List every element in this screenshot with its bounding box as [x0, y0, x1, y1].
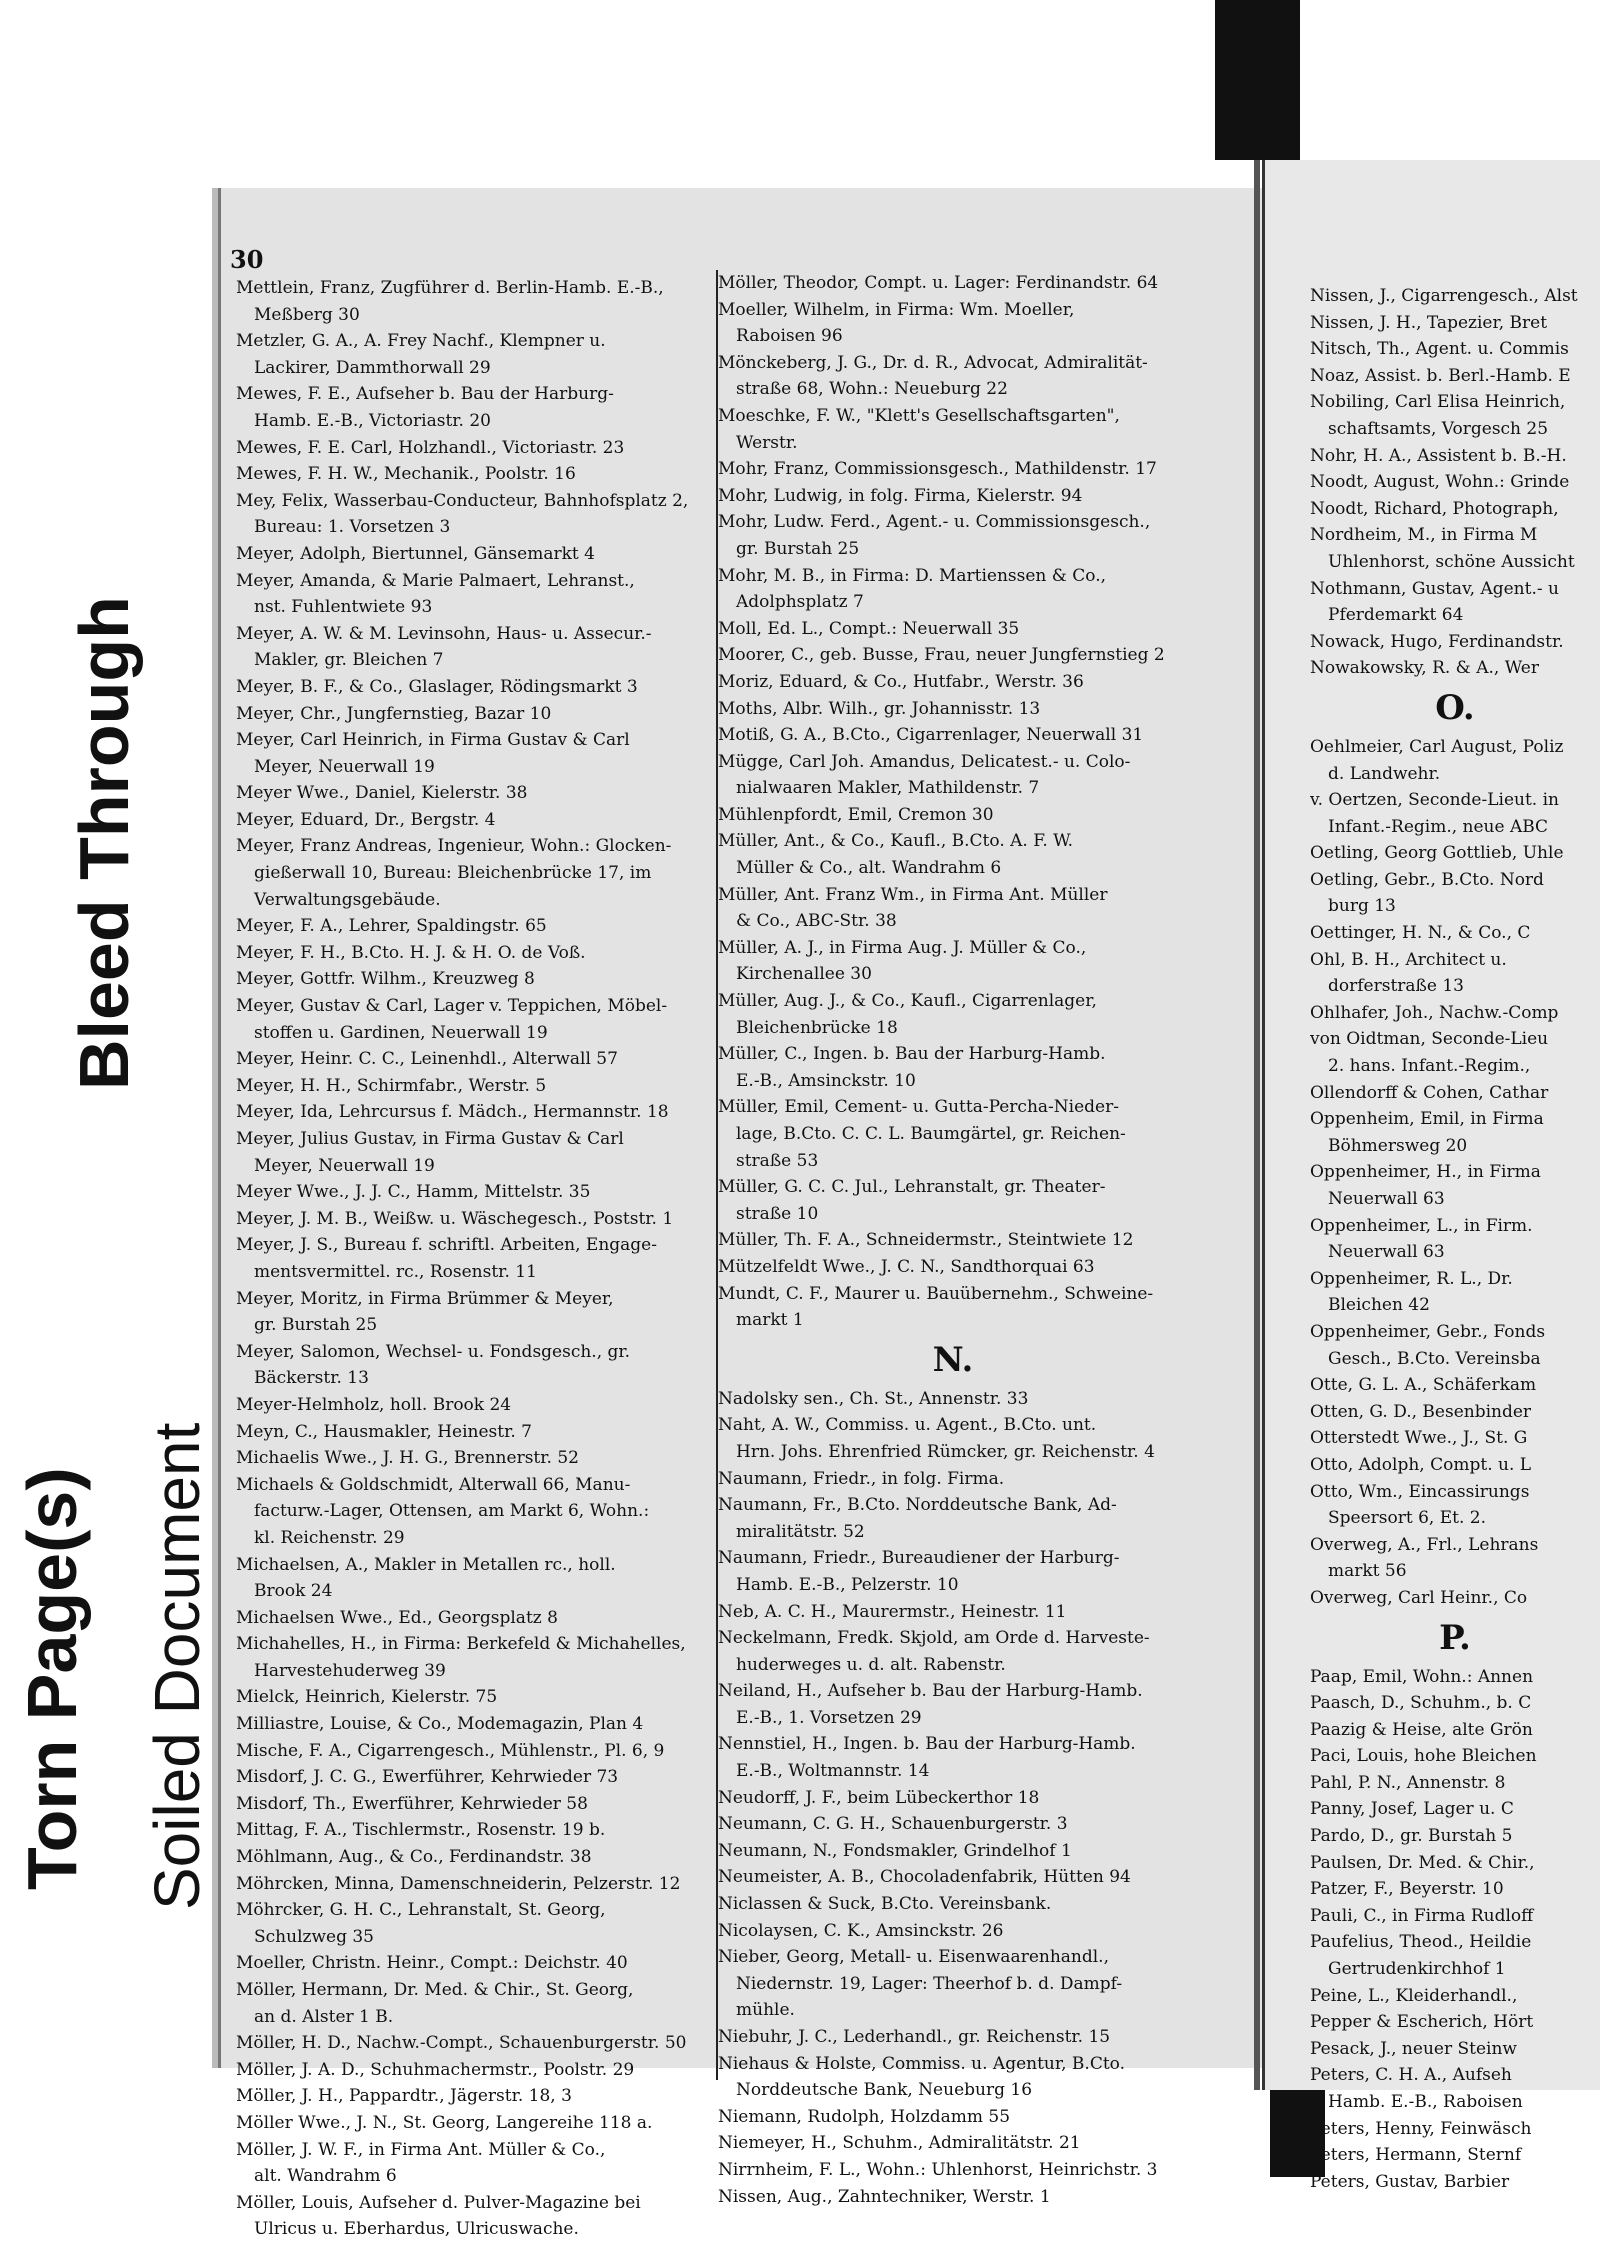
directory-entry-line: markt 56 [1328, 1561, 1407, 1582]
directory-entry-line: Nobiling, Carl Elisa Heinrich, [1310, 392, 1566, 413]
directory-entry-line: Mohr, Ludwig, in folg. Firma, Kielerstr. 94 [718, 485, 1083, 506]
directory-entry-line: Müller, Aug. J., & Co., Kaufl., Cigarrenlager, [718, 991, 1097, 1012]
bleed-through-label: Bleed Through [65, 596, 143, 1090]
directory-entry-line: Mische, F. A., Cigarrengesch., Mühlenstr., Pl. 6, 9 [236, 1740, 665, 1761]
directory-entry-line: Pauli, C., in Firma Rudloff [1310, 1905, 1534, 1926]
directory-entry-line: Nennstiel, H., Ingen. b. Bau der Harburg-Hamb. [718, 1734, 1136, 1755]
directory-entry-line: Michaelsen, A., Makler in Metallen rc., holl. [236, 1554, 616, 1575]
directory-entry-line: Mey, Felix, Wasserbau-Conducteur, Bahnhofsplatz 2, [236, 490, 689, 511]
directory-entry-line: Paci, Louis, hohe Bleichen [1310, 1746, 1537, 1767]
directory-entry-line: Nowakowsky, R. & A., Wer [1310, 658, 1539, 679]
directory-entry-line: Otten, G. D., Besenbinder [1310, 1401, 1532, 1422]
directory-entry-line: Möller, Louis, Aufseher d. Pulver-Magazine bei [236, 2192, 641, 2213]
directory-entry-line: Müller, Emil, Cement- u. Gutta-Percha-Nieder- [718, 1097, 1119, 1118]
page-gutter [1254, 160, 1260, 2090]
directory-entry-line: Neumann, C. G. H., Schauenburgerstr. 3 [718, 1814, 1068, 1835]
directory-entry-line: Möller, Hermann, Dr. Med. & Chir., St. Georg, [236, 1980, 634, 2000]
directory-entry-line: Müller, C., Ingen. b. Bau der Harburg-Hamb. [718, 1044, 1106, 1065]
directory-entry-line: Moorer, C., geb. Busse, Frau, neuer Jungfernstieg 2 [718, 645, 1165, 666]
directory-entry-line: Pepper & Escherich, Hört [1310, 2012, 1534, 2033]
directory-entry-line: Panny, Josef, Lager u. C [1310, 1799, 1514, 1820]
directory-entry-line: Pahl, P. N., Annenstr. 8 [1310, 1772, 1506, 1793]
torn-pages-label: Torn Page(s) [13, 1467, 91, 1890]
directory-entry-line: Meyer, F. H., B.Cto. H. J. & H. O. de Voß. [236, 942, 586, 963]
directory-entry-line: Moeller, Wilhelm, in Firma: Wm. Moeller, [718, 299, 1075, 320]
directory-entry-line: Meyer, Eduard, Dr., Bergstr. 4 [236, 809, 496, 830]
directory-entry-line: Meyer, Gottfr. Wilhm., Kreuzweg 8 [236, 969, 535, 990]
directory-entry-line: Meyn, C., Hausmakler, Heinestr. 7 [236, 1421, 532, 1442]
directory-entry-line: Möhrcken, Minna, Damenschneiderin, Pelzerstr. 12 [236, 1873, 681, 1894]
directory-entry-line: Meyer, Ida, Lehrcursus f. Mädch., Hermannstr. 18 [236, 1102, 669, 1123]
directory-column-left [236, 275, 714, 2243]
directory-entry-line: Moeller, Christn. Heinr., Compt.: Deichstr. 40 [236, 1953, 628, 1974]
directory-entry-line: Meyer, Franz Andreas, Ingenieur, Wohn.: Glocken- [236, 836, 672, 857]
directory-entry-line: E.-B., Amsinckstr. 10 [736, 1070, 916, 1091]
directory-entry-line: Bleichenbrücke 18 [736, 1017, 898, 1038]
directory-entry-line: Meyer, Heinr. C. C., Leinenhdl., Alterwall 57 [236, 1049, 618, 1070]
directory-entry-line: Meyer-Helmholz, holl. Brook 24 [236, 1394, 512, 1415]
directory-entry-line: Meyer, J. S., Bureau f. schriftl. Arbeiten, Engage- [236, 1235, 657, 1256]
directory-entry-line: Oppenheimer, R. L., Dr. [1310, 1268, 1513, 1289]
directory-entry-line: Oetling, Gebr., B.Cto. Nord [1310, 869, 1544, 890]
directory-entry-line: Michaels & Goldschmidt, Alterwall 66, Manu- [236, 1474, 631, 1495]
directory-entry-line: Peters, Gustav, Barbier [1310, 2171, 1510, 2192]
directory-entry-line: kl. Reichenstr. 29 [254, 1527, 405, 1548]
directory-entry-line: Milliastre, Louise, & Co., Modemagazin, Plan 4 [236, 1714, 644, 1735]
directory-entry-line: Müller & Co., alt. Wandrahm 6 [736, 858, 1002, 879]
directory-entry-line: Peters, C. H. A., Aufseh [1310, 2065, 1512, 2086]
directory-entry-line: Peters, Hermann, Sternf [1310, 2145, 1522, 2166]
directory-entry-line: Naumann, Friedr., Bureaudiener der Harburg- [718, 1548, 1120, 1569]
directory-entry-line: Niemeyer, H., Schuhm., Admiralitätstr. 21 [718, 2133, 1081, 2154]
directory-entry-line: Mielck, Heinrich, Kielerstr. 75 [236, 1687, 498, 1708]
directory-entry-line: Möller, J. H., Pappardtr., Jägerstr. 18, 3 [236, 2086, 572, 2107]
directory-entry-line: Meyer Wwe., J. J. C., Hamm, Mittelstr. 35 [236, 1182, 591, 1203]
directory-entry-line: Paazig & Heise, alte Grön [1310, 1719, 1533, 1740]
directory-entry-line: Bureau: 1. Vorsetzen 3 [254, 517, 451, 538]
directory-entry-line: Infant.-Regim., neue ABC [1328, 816, 1549, 837]
directory-entry-line: miralitätstr. 52 [736, 1521, 865, 1542]
directory-entry-line: Mewes, F. E. Carl, Holzhandl., Victoriastr. 23 [236, 437, 625, 458]
directory-entry-line: Nicolaysen, C. K., Amsinckstr. 26 [718, 1920, 1004, 1941]
directory-entry-line: mentsvermittel. rc., Rosenstr. 11 [254, 1261, 537, 1282]
directory-entry-line: Nissen, J. H., Tapezier, Bret [1310, 312, 1548, 333]
directory-entry-line: Otto, Wm., Eincassirungs [1310, 1481, 1530, 1502]
directory-entry-line: Meyer, B. F., & Co., Glaslager, Rödingsmarkt 3 [236, 676, 638, 697]
directory-entry-line: Paulsen, Dr. Med. & Chir., [1310, 1852, 1535, 1873]
directory-entry-line: Müller, Ant. Franz Wm., in Firma Ant. Müller [718, 884, 1108, 905]
directory-entry-line: Lackirer, Dammthorwall 29 [254, 357, 491, 378]
directory-entry-line: Meyer Wwe., Daniel, Kielerstr. 38 [236, 783, 528, 804]
directory-entry-line: straße 10 [736, 1203, 819, 1224]
directory-entry-line: Otterstedt Wwe., J., St. G [1310, 1428, 1528, 1449]
directory-entry-line: Mewes, F. E., Aufseher b. Bau der Harburg- [236, 384, 614, 405]
directory-entry-line: Meyer, Carl Heinrich, in Firma Gustav & Carl [236, 730, 630, 751]
directory-entry-line: Niebuhr, J. C., Lederhandl., gr. Reichenstr. 15 [718, 2027, 1111, 2047]
directory-entry-line: nialwaaren Makler, Mathildenstr. 7 [736, 778, 1040, 799]
directory-entry-line: d. Landwehr. [1328, 763, 1441, 784]
directory-entry-line: Oehlmeier, Carl August, Poliz [1310, 736, 1564, 757]
directory-entry-line: Werstr. [736, 432, 798, 453]
directory-entry-line: Kirchenallee 30 [736, 964, 872, 985]
directory-entry-line: Nissen, Aug., Zahntechniker, Werstr. 1 [718, 2186, 1051, 2207]
directory-entry-line: Müller, Ant., & Co., Kaufl., B.Cto. A. F. W. [718, 831, 1074, 852]
directory-entry-line: Patzer, F., Beyerstr. 10 [1310, 1879, 1504, 1900]
directory-entry-line: Uhlenhorst, schöne Aussicht [1328, 551, 1575, 572]
directory-entry-line: Meyer, Gustav & Carl, Lager v. Teppichen, Möbel- [236, 996, 668, 1017]
directory-entry-line: Naht, A. W., Commiss. u. Agent., B.Cto. unt. [718, 1415, 1097, 1436]
directory-entry-line: Möhlmann, Aug., & Co., Ferdinandstr. 38 [236, 1847, 592, 1868]
directory-entry-line: Niehaus & Holste, Commiss. u. Agentur, B.Cto. [718, 2053, 1126, 2074]
directory-entry-line: Michaelsen Wwe., Ed., Georgsplatz 8 [236, 1607, 558, 1628]
directory-entry-line: Möhrcker, G. H. C., Lehranstalt, St. Georg, [236, 1900, 606, 1921]
directory-entry-line: Gertrudenkirchhof 1 [1328, 1959, 1506, 1980]
directory-entry-line: Paufelius, Theod., Heildie [1310, 1932, 1532, 1953]
directory-entry-line: gr. Burstah 25 [736, 538, 860, 559]
directory-entry-line: 2. hans. Infant.-Regim., [1328, 1056, 1531, 1077]
directory-entry-line: Neumeister, A. B., Chocoladenfabrik, Hütten 94 [718, 1867, 1131, 1888]
directory-entry-line: Nitsch, Th., Agent. u. Commis [1310, 339, 1569, 360]
directory-entry-line: Niclassen & Suck, B.Cto. Vereinsbank. [718, 1894, 1052, 1915]
directory-entry-line: Nissen, J., Cigarrengesch., Alst [1310, 286, 1578, 306]
directory-entry-line: Verwaltungsgebäude. [254, 889, 441, 910]
soiled-document-label: Soiled Document [141, 1422, 213, 1910]
directory-entry-line: nst. Fuhlentwiete 93 [254, 597, 433, 618]
directory-entry-line: Naumann, Friedr., in folg. Firma. [718, 1468, 1005, 1489]
directory-entry-line: Niedernstr. 19, Lager: Theerhof b. d. Dampf- [736, 1973, 1123, 1994]
directory-entry-line: Misdorf, J. C. G., Ewerführer, Kehrwieder 73 [236, 1767, 619, 1788]
section-letter-heading: O. [1435, 687, 1475, 728]
section-letter-heading: P. [1439, 1617, 1471, 1658]
directory-entry-line: Schulzweg 35 [254, 1926, 374, 1947]
directory-entry-line: Nothmann, Gustav, Agent.- u [1310, 578, 1559, 599]
directory-entry-line: Meyer, A. W. & M. Levinsohn, Haus- u. Assecur.- [236, 623, 652, 644]
directory-entry-line: Oppenheimer, L., in Firm. [1310, 1215, 1533, 1236]
directory-entry-line: Mundt, C. F., Maurer u. Bauübernehm., Schweine- [718, 1283, 1154, 1304]
directory-entry-line: dorferstraße 13 [1328, 976, 1464, 997]
directory-entry-line: Nowack, Hugo, Ferdinandstr. [1310, 631, 1564, 652]
directory-entry-line: Ollendorff & Cohen, Cathar [1310, 1082, 1549, 1103]
directory-entry-line: facturw.-Lager, Ottensen, am Markt 6, Wohn.: [254, 1501, 650, 1522]
directory-entry-line: Neudorff, J. F., beim Lübeckerthor 18 [718, 1787, 1040, 1808]
directory-entry-line: Noaz, Assist. b. Berl.-Hamb. E [1310, 365, 1571, 386]
directory-entry-line: Pesack, J., neuer Steinw [1310, 2038, 1517, 2059]
directory-entry-line: gr. Burstah 25 [254, 1315, 378, 1336]
directory-entry-line: Motiß, G. A., B.Cto., Cigarrenlager, Neuerwall 31 [718, 725, 1144, 746]
directory-entry-line: Mohr, M. B., in Firma: D. Martienssen & Co., [718, 565, 1107, 586]
directory-entry-line: Meyer, Moritz, in Firma Brümmer & Meyer, [236, 1288, 614, 1309]
directory-entry-line: Noodt, August, Wohn.: Grinde [1310, 472, 1570, 493]
directory-entry-line: Nirrnheim, F. L., Wohn.: Uhlenhorst, Heinrichstr. 3 [718, 2159, 1158, 2180]
directory-entry-line: Neckelmann, Fredk. Skjold, am Orde d. Harveste- [718, 1628, 1150, 1649]
directory-entry-line: Hrn. Johs. Ehrenfried Rümcker, gr. Reichenstr. 4 [736, 1441, 1155, 1462]
directory-entry-line: Overweg, A., Frl., Lehrans [1310, 1534, 1539, 1555]
directory-entry-line: Mewes, F. H. W., Mechanik., Poolstr. 16 [236, 464, 576, 485]
directory-entry-line: Möller, Theodor, Compt. u. Lager: Ferdinandstr. 64 [718, 273, 1159, 293]
directory-entry-line: Möller, J. W. F., in Firma Ant. Müller & Co., [236, 2139, 606, 2160]
directory-entry-line: Pardo, D., gr. Burstah 5 [1310, 1826, 1513, 1847]
directory-entry-line: Meßberg 30 [254, 304, 360, 325]
directory-entry-line: markt 1 [736, 1310, 804, 1331]
directory-entry-line: Nieber, Georg, Metall- u. Eisenwaarenhandl., [718, 1947, 1109, 1968]
directory-entry-line: Misdorf, Th., Ewerführer, Kehrwieder 58 [236, 1793, 588, 1814]
directory-entry-line: Paasch, D., Schuhm., b. C [1310, 1693, 1532, 1714]
directory-entry-line: straße 53 [736, 1150, 819, 1171]
directory-entry-line: Meyer, Salomon, Wechsel- u. Fondsgesch., gr. [236, 1341, 631, 1362]
directory-entry-line: Pferdemarkt 64 [1328, 605, 1464, 626]
directory-entry-line: Möller, H. D., Nachw.-Compt., Schauenburgerstr. 50 [236, 2033, 687, 2054]
directory-entry-line: stoffen u. Gardinen, Neuerwall 19 [254, 1022, 548, 1043]
directory-entry-line: Oetling, Georg Gottlieb, Uhle [1310, 843, 1564, 864]
directory-entry-line: Niemann, Rudolph, Holzdamm 55 [718, 2106, 1011, 2127]
directory-entry-line: schaftsamts, Vorgesch 25 [1328, 418, 1549, 439]
directory-entry-line: Mohr, Ludw. Ferd., Agent.- u. Commissionsgesch., [718, 512, 1151, 533]
directory-entry-line: gießerwall 10, Bureau: Bleichenbrücke 17, im [254, 863, 652, 884]
directory-entry-line: Otte, G. L. A., Schäferkam [1310, 1375, 1537, 1396]
directory-entry-line: Paap, Emil, Wohn.: Annen [1310, 1666, 1534, 1687]
directory-entry-line: Oettinger, H. N., & Co., C [1310, 923, 1531, 944]
directory-entry-line: Speersort 6, Et. 2. [1328, 1508, 1486, 1529]
directory-entry-line: v. Oertzen, Seconde-Lieut. in [1310, 790, 1559, 811]
directory-entry-line: Müller, G. C. C. Jul., Lehranstalt, gr. Theater- [718, 1177, 1106, 1198]
directory-entry-line: Peters, Henny, Feinwäsch [1310, 2118, 1532, 2139]
directory-entry-line: Moths, Albr. Wilh., gr. Johannisstr. 13 [718, 698, 1041, 719]
directory-entry-line: & Co., ABC-Str. 38 [736, 911, 897, 932]
directory-entry-line: Gesch., B.Cto. Vereinsba [1328, 1348, 1541, 1369]
directory-entry-line: Naumann, Fr., B.Cto. Norddeutsche Bank, Ad- [718, 1495, 1117, 1516]
directory-entry-line: Moll, Ed. L., Compt.: Neuerwall 35 [718, 618, 1020, 639]
directory-entry-line: Ohl, B. H., Architect u. [1310, 949, 1507, 970]
directory-entry-line: Michahelles, H., in Firma: Berkefeld & Michahelles, [236, 1634, 686, 1655]
directory-entry-line: Meyer, Adolph, Biertunnel, Gänsemarkt 4 [236, 543, 595, 564]
directory-entry-line: alt. Wandrahm 6 [254, 2166, 397, 2187]
directory-entry-line: Makler, gr. Bleichen 7 [254, 650, 444, 671]
directory-entry-line: Ohlhafer, Joh., Nachw.-Comp [1310, 1002, 1559, 1023]
directory-entry-line: Peine, L., Kleiderhandl., [1310, 1985, 1518, 2006]
page-number: 30 [230, 245, 264, 274]
section-letter-heading: N. [932, 1339, 974, 1380]
directory-entry-line: Adolphsplatz 7 [736, 592, 864, 613]
directory-entry-line: Brook 24 [254, 1581, 333, 1602]
directory-entry-line: Bleichen 42 [1328, 1295, 1430, 1316]
directory-entry-line: Möller Wwe., J. N., St. Georg, Langereihe 118 a. [236, 2112, 653, 2133]
directory-entry-line: Raboisen 96 [736, 326, 843, 347]
scan-edge-shadow [1215, 0, 1300, 160]
directory-entry-line: lage, B.Cto. C. C. L. Baumgärtel, gr. Reichen- [736, 1124, 1126, 1144]
directory-entry-line: Ulricus u. Eberhardus, Ulricuswache. [254, 2219, 579, 2240]
directory-entry-line: Meyer, Amanda, & Marie Palmaert, Lehranst., [236, 570, 635, 591]
directory-entry-line: Norddeutsche Bank, Neueburg 16 [736, 2080, 1033, 2101]
directory-entry-line: Metzler, G. A., A. Frey Nachf., Klempner u. [236, 331, 606, 352]
directory-entry-line: von Oidtman, Seconde-Lieu [1310, 1029, 1549, 1050]
directory-entry-line: Overweg, Carl Heinr., Co [1310, 1587, 1528, 1608]
directory-entry-line: Meyer, H. H., Schirmfabr., Werstr. 5 [236, 1075, 547, 1096]
directory-entry-line: Neuerwall 63 [1328, 1189, 1445, 1209]
directory-entry-line: burg 13 [1328, 896, 1396, 917]
directory-entry-line: Neumann, N., Fondsmakler, Grindelhof 1 [718, 1840, 1072, 1861]
directory-entry-line: Hamb. E.-B., Raboisen [1328, 2092, 1523, 2112]
directory-entry-line: E.-B., 1. Vorsetzen 29 [736, 1707, 922, 1728]
directory-entry-line: Oppenheimer, Gebr., Fonds [1310, 1321, 1546, 1342]
directory-entry-line: Mettlein, Franz, Zugführer d. Berlin-Hamb. E.-B., [236, 278, 664, 298]
directory-entry-line: Neb, A. C. H., Maurermstr., Heinestr. 11 [718, 1601, 1067, 1622]
directory-entry-line: Meyer, Chr., Jungfernstieg, Bazar 10 [236, 703, 552, 724]
directory-entry-line: Mützelfeldt Wwe., J. C. N., Sandthorquai 63 [718, 1256, 1095, 1277]
directory-entry-line: Mühlenpfordt, Emil, Cremon 30 [718, 804, 994, 825]
directory-entry-line: Müller, A. J., in Firma Aug. J. Müller & Co., [718, 937, 1087, 958]
directory-entry-line: Michaelis Wwe., J. H. G., Brennerstr. 52 [236, 1448, 579, 1469]
directory-entry-line: Möller, J. A. D., Schuhmachermstr., Poolstr. 29 [236, 2059, 635, 2080]
directory-entry-line: Meyer, F. A., Lehrer, Spaldingstr. 65 [236, 916, 547, 937]
directory-entry-line: Noodt, Richard, Photograph, [1310, 498, 1559, 519]
directory-entry-line: Moriz, Eduard, & Co., Hutfabr., Werstr. 36 [718, 671, 1084, 692]
directory-entry-line: Nohr, H. A., Assistent b. B.-H. [1310, 445, 1567, 466]
directory-entry-line: Meyer, Neuerwall 19 [254, 1155, 435, 1176]
directory-entry-line: Neiland, H., Aufseher b. Bau der Harburg-Hamb. [718, 1681, 1143, 1702]
directory-entry-line: Nordheim, M., in Firma M [1310, 525, 1538, 546]
directory-entry-line: Hamb. E.-B., Pelzerstr. 10 [736, 1574, 959, 1595]
directory-entry-line: E.-B., Woltmannstr. 14 [736, 1761, 930, 1782]
directory-entry-line: Hamb. E.-B., Victoriastr. 20 [254, 410, 491, 431]
directory-entry-line: Oppenheimer, H., in Firma [1310, 1162, 1541, 1183]
directory-column-right [1310, 283, 1600, 2195]
directory-entry-line: straße 68, Wohn.: Neueburg 22 [736, 379, 1008, 400]
directory-entry-line: mühle. [736, 2000, 795, 2021]
directory-entry-line: Meyer, Julius Gustav, in Firma Gustav & Carl [236, 1129, 624, 1149]
directory-entry-line: huderweges u. d. alt. Rabenstr. [736, 1654, 1006, 1675]
directory-entry-line: an d. Alster 1 B. [254, 2006, 394, 2027]
directory-entry-line: Moeschke, F. W., "Klett's Gesellschaftsgarten", [718, 405, 1120, 426]
directory-entry-line: Harvestehuderweg 39 [254, 1660, 446, 1681]
directory-entry-line: Böhmersweg 20 [1328, 1135, 1468, 1156]
directory-entry-line: Mittag, F. A., Tischlermstr., Rosenstr. 19 b. [236, 1820, 606, 1841]
directory-entry-line: Otto, Adolph, Compt. u. L [1310, 1454, 1532, 1475]
directory-entry-line: Mönckeberg, J. G., Dr. d. R., Advocat, Admiralität- [718, 352, 1148, 373]
directory-column-middle [718, 270, 1188, 2210]
directory-entry-line: Mohr, Franz, Commissionsgesch., Mathildenstr. 17 [718, 459, 1157, 480]
directory-entry-line: Müller, Th. F. A., Schneidermstr., Steintwiete 12 [718, 1230, 1134, 1251]
directory-entry-line: Meyer, J. M. B., Weißw. u. Wäschegesch., Poststr. 1 [236, 1208, 674, 1229]
directory-entry-line: Neuerwall 63 [1328, 1242, 1445, 1263]
directory-entry-line: Oppenheim, Emil, in Firma [1310, 1109, 1544, 1130]
directory-entry-line: Meyer, Neuerwall 19 [254, 756, 435, 777]
directory-entry-line: Nadolsky sen., Ch. St., Annenstr. 33 [718, 1388, 1029, 1409]
directory-entry-line: Mügge, Carl Joh. Amandus, Delicatest.- u. Colo- [718, 751, 1131, 772]
directory-entry-line: Bäckerstr. 13 [254, 1368, 369, 1389]
